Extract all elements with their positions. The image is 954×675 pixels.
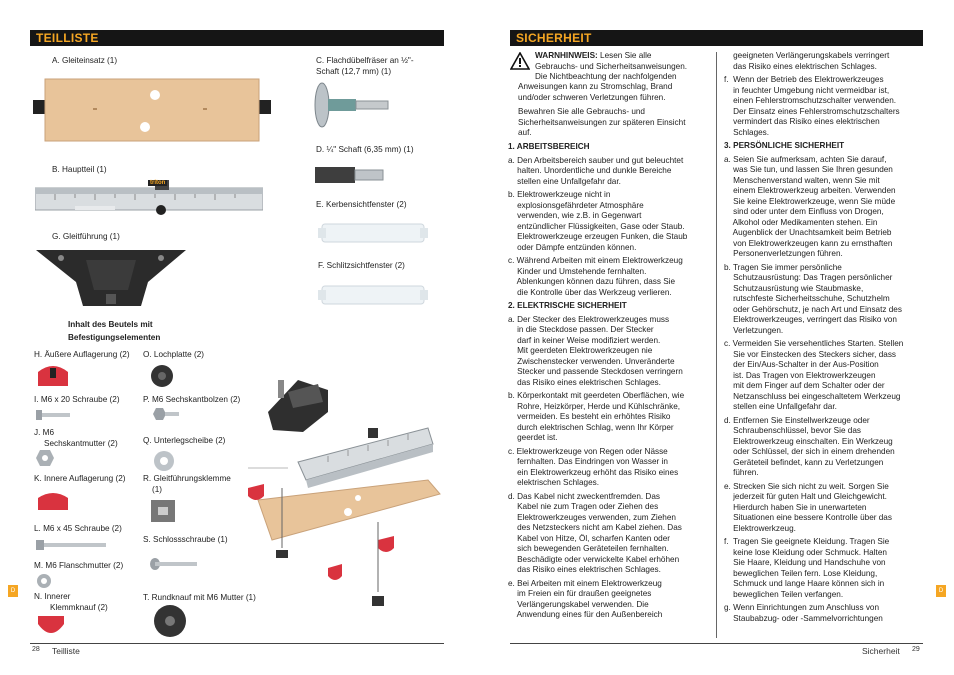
paragraph-line: Elektrowerkzeuge erzeugen Funken, die Staub <box>508 232 688 241</box>
glide-guide-image <box>36 246 186 310</box>
part-label-j2: Sechskantmutter (2) <box>44 439 118 448</box>
safety-paragraph <box>724 537 928 600</box>
warning-line-0: Lesen Sie alle <box>600 51 652 60</box>
part-label-m: M. M6 Flanschmutter (2) <box>34 561 124 570</box>
paragraph-line: keine lose Kleidung oder Schmuck. Halten <box>724 547 887 557</box>
part-label-k: K. Innere Auflagerung (2) <box>34 474 126 483</box>
paragraph-line: Schraubenschlüssel, bevor Sie das <box>724 426 861 435</box>
brand-logo: triton <box>150 180 166 186</box>
keep-instructions <box>518 107 718 139</box>
paragraph-line: Rohre, Heizkörper, Herde und Kühlschränke, <box>508 401 681 411</box>
keep-line-0: Bewahren Sie alle Gebrauchs- und <box>518 107 645 116</box>
paragraph-line: elektrischen Schlages. <box>508 478 600 487</box>
part-label-o: O. Lochplatte (2) <box>143 350 204 359</box>
paragraph-line: a. Der Stecker des Elektrowerkzeuges muss <box>508 314 670 324</box>
paragraph-line: einem Elektrowerkzeug arbeiten. Verwenden <box>724 186 896 195</box>
part-label-f: F. Schlitzsichtfenster (2) <box>318 261 405 270</box>
paragraph-line: Kabel nie zum Tragen oder Ziehen des <box>508 502 659 511</box>
part-label-n2: Klemmknauf (2) <box>50 603 108 612</box>
paragraph-line: Sie keine Elektrowerkzeuge, wenn Sie müde <box>724 196 896 206</box>
warning-line-4: und/oder schweren Verletzungen führen. <box>518 92 666 102</box>
paragraph-line: beweglichen Teilen verfangen. <box>724 589 844 599</box>
paragraph-line: Alkohol oder Medikamenten stehen. Ein <box>724 217 878 227</box>
paragraph-line: f. Wenn der Betrieb des Elektrowerkzeuges <box>724 75 884 84</box>
section-header-sicherheit <box>510 30 923 46</box>
paragraph-line: Verlängerungskabel verwenden. Die <box>508 599 649 609</box>
notch-window-image <box>318 220 428 246</box>
paragraph-line: halten. Unordentliche und dunkle Bereiche <box>508 166 672 175</box>
warning-line-1: Gebrauchs- und Sicherheitsanweisungen. <box>535 61 688 71</box>
paragraph-line: Sie Haare, Kleidung und Handschuhe von <box>724 558 886 567</box>
paragraph-line: Schmuck und lange Haare können sich in <box>724 579 885 588</box>
paragraph-line: das Risiko eines elektrischen Schlages. <box>724 61 877 71</box>
page-number-left: 28 <box>32 646 40 653</box>
paragraph-line: Staubabzug- oder -Sammelvorrichtungen <box>724 613 883 623</box>
side-tab-left: D <box>8 585 18 597</box>
part-label-b: B. Hauptteil (1) <box>52 165 107 174</box>
hole-plate-image <box>150 364 174 388</box>
paragraph-line: b. Körperkontakt mit geerdeten Oberflächen, wie <box>508 391 685 400</box>
paragraph-line: ist. Das Tragen von Elektrowerkzeugen <box>724 370 876 380</box>
paragraph-line: Situationen eine bessere Kontrolle über das <box>724 513 892 522</box>
paragraph-line: beweglichen Teilen fern. Lose Kleidung, <box>724 568 878 578</box>
paragraph-line: Elektrowerkzeug. <box>724 523 796 533</box>
safety-paragraph <box>508 579 712 621</box>
paragraph-line: Netzanschluss bei eingeschaltetem Werkzeug <box>724 391 901 401</box>
paragraph-line: Kabel von Hitze, Öl, scharfen Kanten oder <box>508 533 671 543</box>
paragraph-line: Sie vor Einstecken des Steckers sicher, dass <box>724 349 897 359</box>
guide-clamp-image <box>150 499 176 523</box>
footer-label-right: Sicherheit <box>862 646 900 656</box>
paragraph-line: die Kontrolle über das Werkzeug verlieren. <box>508 287 672 297</box>
safety-paragraph <box>724 339 928 413</box>
safety-paragraph <box>508 447 712 489</box>
part-label-a: A. Gleiteinsatz (1) <box>52 56 118 65</box>
paragraph-line: führen. <box>724 468 759 477</box>
part-label-j1: J. M6 <box>34 428 55 437</box>
part-label-r2: (1) <box>152 485 163 494</box>
paragraph-line: Personenverletzungen führen. <box>724 249 843 258</box>
section-header-teilliste <box>30 30 444 46</box>
paragraph-line: stellen eine Unfallgefahr dar. <box>508 176 621 186</box>
paragraph-line: Menschenverstand walten, wenn Sie mit <box>724 175 880 185</box>
footer-rule-left <box>30 643 444 644</box>
paragraph-line: geeigneten Verlängerungskabels verringert <box>724 51 890 60</box>
paragraph-line: Elektrowerkzeuges verwenden, zum Ziehen <box>508 512 676 522</box>
paragraph-line: Der Einsatz eines Fehlerstromschutzschalters <box>724 106 900 116</box>
part-label-e: E. Kerbensichtfenster (2) <box>316 200 407 209</box>
part-label-g: G. Gleitführung (1) <box>52 232 120 241</box>
part-label-s: S. Schlossschraube (1) <box>143 535 228 544</box>
footer-label-left: Teilliste <box>52 646 80 656</box>
safety-column-2 <box>724 51 928 624</box>
paragraph-line: darf in keiner Weise modifiziert werden. <box>508 335 661 345</box>
paragraph-line: vermeiden. Es besteht ein erhöhtes Risiko <box>508 412 671 421</box>
paragraph-line: explosionsgefährdeter Atmosphäre <box>508 200 644 210</box>
paragraph-line: e. Bei Arbeiten mit einem Elektrowerkzeug <box>508 578 662 588</box>
part-label-t: T. Rundknauf mit M6 Mutter (1) <box>143 593 256 602</box>
paragraph-line: rutschfeste Sicherheitsschuhe, Schutzhelm <box>724 294 890 303</box>
paragraph-line: was Sie tun, und lassen Sie Ihren gesunden <box>724 165 893 174</box>
keep-line-2: auf. <box>518 128 532 137</box>
warning-block <box>535 51 715 83</box>
page-number-right: 29 <box>912 646 920 653</box>
part-label-i: I. M6 x 20 Schraube (2) <box>34 395 120 404</box>
paragraph-line: vermindert das Risiko eines elektrischen <box>724 117 880 126</box>
part-label-l: L. M6 x 45 Schraube (2) <box>34 524 122 533</box>
paragraph-line: Schutzausrüstung: Das Tragen persönlicher <box>724 273 893 282</box>
safety-paragraph <box>508 190 712 253</box>
paragraph-line: Stecker und passende Steckdosen verringern <box>508 367 683 376</box>
paragraph-line: im Freien ein für draußen geeignetes <box>508 589 652 598</box>
paragraph-line: Geräteteil befindet, kann zu Verletzungen <box>724 457 884 467</box>
paragraph-line: c. Während Arbeiten mit einem Elektrowerkzeug <box>508 256 683 265</box>
outer-support-image <box>36 362 70 388</box>
paragraph-line: entzündlicher Flüssigkeiten, Gase oder Staub. <box>508 221 685 231</box>
paragraph-line: verwenden, wie z.B. in Gegenwart <box>508 211 642 220</box>
part-label-h: H. Äußere Auflagerung (2) <box>34 350 130 359</box>
paragraph-line: durch elektrischen Schlag, wenn Ihr Körper <box>508 422 674 432</box>
warning-continued <box>518 82 718 103</box>
paragraph-line: fernhalten. Das Eindringen von Wasser in <box>508 457 668 466</box>
paragraph-line: Beschädigte oder verwickelte Kabel erhöhen <box>508 554 680 564</box>
hex-nut-image <box>36 450 54 466</box>
paragraph-line: jederzeit für guten Halt und Gleichgewicht. <box>724 492 887 501</box>
paragraph-line: sind oder unter dem Einfluss von Drogen, <box>724 207 884 216</box>
footer-rule-right <box>510 643 923 644</box>
column-divider <box>716 52 717 638</box>
paragraph-line: in die Steckdose passen. Der Stecker <box>508 325 654 334</box>
paragraph-line: Kinder und Umstehende fernhalten. <box>508 266 647 276</box>
safety-paragraph <box>508 391 712 444</box>
paragraph-line: Elektrowerkzeug einschalten. Ein Werkzeug <box>724 436 893 446</box>
paragraph-line: Mit geerdeten Elektrowerkzeugen nie <box>508 346 653 355</box>
paragraph-line: stellen eine Unfallgefahr dar. <box>724 402 837 411</box>
paragraph-line: oder Gehörschutz, je nach Art und Einsatz des <box>724 304 902 314</box>
paragraph-line: geerdet ist. <box>508 433 558 442</box>
section-header-label: SICHERHEIT <box>516 31 592 45</box>
paragraph-line: a. Seien Sie aufmerksam, achten Sie darauf, <box>724 154 887 164</box>
paragraph-line: Ablenkungen können dazu führen, dass Sie <box>508 277 676 286</box>
bag-title-line2: Befestigungselementen <box>68 333 161 342</box>
paragraph-line: von Elektrowerkzeugen kann zu ernsthaften <box>724 238 893 248</box>
paragraph-line: Anwendung eines für den Außenbereich <box>508 610 663 619</box>
paragraph-line: b. Elektrowerkzeuge nicht in <box>508 190 611 199</box>
safety-paragraph <box>724 51 928 72</box>
paragraph-line: mit dem Finger auf dem Schalter oder der <box>724 381 885 390</box>
safety-paragraph <box>508 256 712 298</box>
paragraph-line: a. Den Arbeitsbereich sauber und gut beleuchtet <box>508 155 684 165</box>
part-label-p: P. M6 Sechskantbolzen (2) <box>143 395 241 404</box>
bag-title-line1: Inhalt des Beutels mit <box>68 320 153 329</box>
safety-paragraph <box>724 75 928 138</box>
carriage-bolt-image <box>150 558 198 570</box>
keep-line-1: Sicherheitsanweisungen zur späteren Einsicht <box>518 117 686 127</box>
paragraph-line: Zwischenstecker verwenden. Unveränderte <box>508 356 675 366</box>
paragraph-line: Schlages. <box>724 127 770 137</box>
section-heading: 1. ARBEITSBEREICH <box>508 142 590 151</box>
paragraph-line: f. Tragen Sie geeignete Kleidung. Tragen Sie <box>724 537 890 546</box>
part-label-q: Q. Unterlegscheibe (2) <box>143 436 226 445</box>
paragraph-line: sich bewegenden Geräteteilen fernhalten. <box>508 544 669 553</box>
warning-triangle-icon <box>510 52 530 70</box>
safety-paragraph <box>724 416 928 479</box>
safety-paragraph <box>508 492 712 576</box>
paragraph-line: das Risiko eines elektrischen Schlages. <box>508 377 661 387</box>
paragraph-line: oder Schlüssel, der sich in einem drehenden <box>724 447 895 456</box>
paragraph-line: einen Fehlerstromschutzschalter verwenden. <box>724 96 897 105</box>
paragraph-line: in feuchter Umgebung nicht vermeidbar ist, <box>724 85 890 95</box>
safety-paragraph <box>724 155 928 260</box>
slot-window-image <box>318 282 428 308</box>
paragraph-line: Hierdurch haben Sie in unerwarteten <box>724 502 867 512</box>
washer-image <box>153 450 175 472</box>
safety-column-1 <box>508 142 712 621</box>
paragraph-line: der Ein/Aus-Schalter in der Aus-Position <box>724 360 879 369</box>
paragraph-line: g. Wenn Einrichtungen zum Anschluss von <box>724 603 880 612</box>
side-tab-right: D <box>936 585 946 597</box>
slide-insert-image <box>33 75 271 145</box>
section-heading: 2. ELEKTRISCHE SICHERHEIT <box>508 301 627 310</box>
inner-support-image <box>36 488 70 512</box>
screw-m6x20-image <box>36 410 72 420</box>
paragraph-line: e. Strecken Sie sich nicht zu weit. Sorgen Sie <box>724 481 889 491</box>
paragraph-line: ein Elektrowerkzeug erhöht das Risiko eines <box>508 467 679 477</box>
part-label-n1: N. Innerer <box>34 592 71 601</box>
hex-bolt-image <box>153 406 179 422</box>
assembly-exploded-image <box>228 372 443 642</box>
paragraph-line: c. Elektrowerkzeuge von Regen oder Nässe <box>508 446 668 456</box>
warning-line-3: Anweisungen kann zu Stromschlag, Brand <box>518 82 673 91</box>
warning-line-2: Die Nichtbeachtung der nachfolgenden <box>535 72 677 81</box>
paragraph-line: oder Dämpfe entzünden können. <box>508 242 637 252</box>
biscuit-cutter-image <box>310 80 390 130</box>
section-heading: 3. PERSÖNLICHE SICHERHEIT <box>724 141 845 150</box>
safety-paragraph <box>724 482 928 535</box>
paragraph-line: Elektrowerkzeuges, verringert das Risiko von <box>724 315 897 324</box>
paragraph-line: c. Vermeiden Sie versehentliches Starten. Stellen <box>724 339 904 348</box>
warning-label: WARNHINWEIS: <box>535 51 598 60</box>
part-label-r1: R. Gleitführungsklemme <box>143 474 231 483</box>
safety-paragraph <box>508 156 712 188</box>
paragraph-line: d. Das Kabel nicht zweckentfremden. Das <box>508 491 660 501</box>
screw-m6x45-image <box>36 540 108 550</box>
safety-paragraph <box>508 315 712 389</box>
paragraph-line: b. Tragen Sie immer persönliche <box>724 262 842 272</box>
paragraph-line: des Netzsteckers nicht am Kabel ziehen. Das <box>508 523 682 532</box>
paragraph-line: Schutzausrüstung wie Staubmaske, <box>724 283 864 293</box>
flange-nut-image <box>36 574 52 588</box>
shank-image <box>315 164 385 186</box>
safety-paragraph <box>724 603 928 624</box>
safety-paragraph <box>724 263 928 337</box>
part-label-c: C. Flachdübelfräser an ½"-Schaft (12,7 mm) (1) <box>316 56 414 76</box>
paragraph-line: das Risiko eines elektrischen Schlages. <box>508 565 661 574</box>
paragraph-line: d. Entfernen Sie Einstellwerkzeuge oder <box>724 415 870 425</box>
part-label-d: D. ¼" Schaft (6,35 mm) (1) <box>316 145 414 154</box>
round-knob-image <box>152 604 188 638</box>
inner-knob-image <box>36 612 66 638</box>
paragraph-line: Verletzungen. <box>724 325 784 335</box>
paragraph-line: Augenblick der Unachtsamkeit beim Betrieb <box>724 228 892 237</box>
section-header-label: TEILLISTE <box>36 31 99 45</box>
